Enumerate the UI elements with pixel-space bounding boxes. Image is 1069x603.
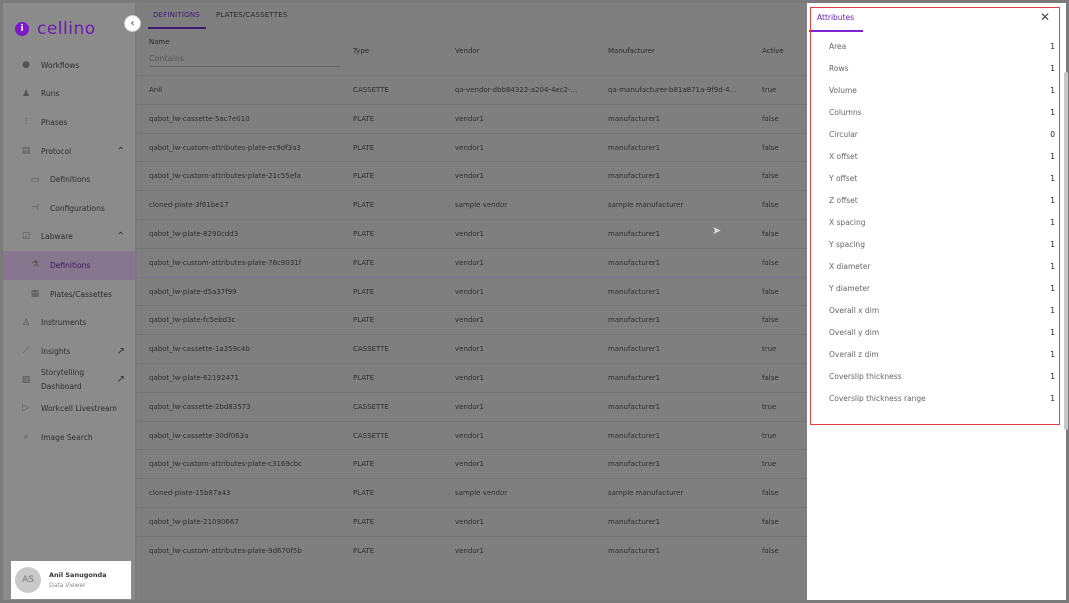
attribute-row <box>829 262 1055 271</box>
person-icon: ♟ <box>21 88 31 99</box>
cell-active: true <box>762 460 777 469</box>
cell-vendor: sample vendor <box>455 201 508 210</box>
cell-active: false <box>762 373 779 382</box>
cell-type: CASSETTE <box>353 345 389 354</box>
attributes-panel <box>807 3 1066 600</box>
cell-vendor: vendor1 <box>455 460 484 469</box>
table-row[interactable] <box>137 478 807 507</box>
attribute-row <box>829 108 1055 117</box>
external-link-icon[interactable]: ↗ <box>116 345 125 357</box>
cell-manufacturer: manufacturer1 <box>608 402 661 411</box>
sidebar-item-label: Image Search <box>41 432 93 442</box>
close-icon[interactable]: ✕ <box>1040 10 1051 24</box>
sidebar-item-labware-definitions[interactable] <box>3 251 135 280</box>
cell-active: false <box>762 229 779 238</box>
table-row[interactable] <box>137 75 807 104</box>
table-header <box>137 31 807 75</box>
checkbox-icon: ☑ <box>21 231 31 242</box>
cell-name: Anil <box>149 86 163 94</box>
cell-active: false <box>762 172 779 181</box>
cell-vendor: vendor1 <box>455 229 484 238</box>
cell-type: PLATE <box>353 373 375 382</box>
cellino-logo-icon: i <box>15 22 29 36</box>
attribute-row <box>829 130 1055 139</box>
cell-vendor: qa-vendor-dbb84322-a204-4ec2-... <box>455 86 578 94</box>
name-filter-input[interactable]: Contains <box>149 51 340 67</box>
panel-title[interactable]: Attributes <box>817 13 855 22</box>
table-row[interactable] <box>137 190 807 219</box>
cell-name: qabot_lw-plate-8290cdd3 <box>149 229 239 238</box>
cell-vendor: vendor1 <box>455 517 484 526</box>
cell-manufacturer: manufacturer1 <box>608 287 661 296</box>
cell-name: qabot_lw-plate-fc5ebd3c <box>149 316 236 325</box>
cell-name: qabot_lw-custom-attributes-plate-21c55efa <box>149 172 301 181</box>
search-icon: ⌕ <box>23 432 29 443</box>
cell-type: PLATE <box>353 143 375 152</box>
cell-active: false <box>762 489 779 498</box>
cell-type: CASSETTE <box>353 431 389 440</box>
definitions-table <box>137 31 807 565</box>
column-header-manufacturer[interactable]: Manufacturer <box>608 47 655 55</box>
attribute-label: Overall y dim <box>829 328 880 337</box>
table-row[interactable] <box>137 334 807 363</box>
attribute-value: 1 <box>1050 372 1055 381</box>
table-row[interactable] <box>137 536 807 565</box>
attribute-value: 1 <box>1050 196 1055 205</box>
attribute-label: Coverslip thickness <box>829 372 902 381</box>
cell-vendor: vendor1 <box>455 402 484 411</box>
cell-vendor: vendor1 <box>455 258 484 267</box>
attribute-value: 1 <box>1050 218 1055 227</box>
table-row[interactable] <box>137 161 807 190</box>
cell-manufacturer: manufacturer1 <box>608 229 661 238</box>
cell-name: qabot_lw-custom-attributes-plate-ec9df3a3 <box>149 143 301 152</box>
cell-active: false <box>762 287 779 296</box>
cell-type: PLATE <box>353 114 375 123</box>
table-row[interactable] <box>137 363 807 392</box>
attribute-label: Rows <box>829 64 849 73</box>
main-content <box>137 3 807 600</box>
attribute-row <box>829 86 1055 95</box>
attribute-row <box>829 152 1055 161</box>
sidebar-item-label: Workflows <box>41 60 80 70</box>
attribute-value: 1 <box>1050 350 1055 359</box>
attribute-value: 1 <box>1050 174 1055 183</box>
sidebar-item-instruments[interactable] <box>3 308 135 337</box>
cell-manufacturer: manufacturer1 <box>608 114 661 123</box>
cell-vendor: vendor1 <box>455 431 484 440</box>
sidebar-item-storytelling-dashboard[interactable] <box>3 366 135 395</box>
flask-icon: ⚗ <box>30 260 40 271</box>
cell-active: false <box>762 143 779 152</box>
cell-manufacturer: manufacturer1 <box>608 345 661 354</box>
attribute-row <box>829 394 1055 403</box>
sidebar-item-label: Labware <box>41 232 73 242</box>
sidebar-item-workflows[interactable] <box>3 51 135 80</box>
chart-icon: ⟋ <box>22 346 30 357</box>
attribute-label: Overall z dim <box>829 350 879 359</box>
table-row[interactable] <box>137 219 807 248</box>
table-row[interactable] <box>137 133 807 162</box>
table-body <box>137 75 807 565</box>
cell-name: qabot_lw-plate-d5a37f99 <box>149 287 237 296</box>
table-row[interactable] <box>137 305 807 334</box>
instrument-icon: ♙ <box>21 317 31 328</box>
connector-icon: ⊣ <box>31 203 39 214</box>
attribute-label: Circular <box>829 130 858 139</box>
cell-name: qabot_lw-custom-attributes-plate-9d670f5b <box>149 546 302 555</box>
cell-name: cloned-plate-15b87a43 <box>149 489 231 498</box>
document-icon: ▤ <box>21 146 31 157</box>
cell-name: cloned-plate-3f61be17 <box>149 201 229 210</box>
sidebar-item-image-search[interactable] <box>3 423 135 452</box>
cell-manufacturer: sample manufacturer <box>608 489 684 498</box>
cell-name: qabot_lw-plate-21090667 <box>149 517 239 526</box>
attribute-label: Overall x dim <box>829 306 880 315</box>
attribute-value: 1 <box>1050 108 1055 117</box>
cell-type: PLATE <box>353 316 375 325</box>
cell-type: CASSETTE <box>353 86 389 94</box>
cell-type: PLATE <box>353 258 375 267</box>
attribute-label: Area <box>829 42 847 51</box>
attribute-row <box>829 196 1055 205</box>
cell-vendor: vendor1 <box>455 114 484 123</box>
attribute-value: 1 <box>1050 394 1055 403</box>
table-row[interactable] <box>137 421 807 450</box>
cell-manufacturer: manufacturer1 <box>608 517 661 526</box>
user-card[interactable] <box>11 561 131 599</box>
cell-name: qabot_lw-custom-attributes-plate-76c9031f <box>149 258 302 267</box>
cell-type: PLATE <box>353 201 375 210</box>
attribute-row <box>829 174 1055 183</box>
attribute-label: Volume <box>829 86 857 95</box>
cell-active: true <box>762 86 777 94</box>
cell-type: PLATE <box>353 489 375 498</box>
cell-manufacturer: manufacturer1 <box>608 431 661 440</box>
sidebar-item-labware[interactable] <box>3 223 135 252</box>
attribute-value: 1 <box>1050 86 1055 95</box>
sidebar-item-label: Definitions <box>50 260 91 270</box>
sidebar <box>3 3 135 600</box>
sidebar-item-runs[interactable] <box>3 80 135 109</box>
table-row[interactable] <box>137 277 807 306</box>
cell-vendor: vendor1 <box>455 373 484 382</box>
attribute-row <box>829 284 1055 293</box>
dots-icon: ⁝ <box>24 117 28 128</box>
sidebar-item-configurations[interactable] <box>3 194 135 223</box>
panel-scrollbar[interactable] <box>1064 72 1068 430</box>
cell-manufacturer: sample manufacturer <box>608 201 684 210</box>
sidebar-item-label: Insights <box>41 346 71 356</box>
sidebar-item-label: Instruments <box>41 318 87 328</box>
cell-name: qabot_lw-plate-62192471 <box>149 373 239 382</box>
sidebar-item-label: Storytelling Dashboard <box>41 367 85 391</box>
attribute-label: Coverslip thickness range <box>829 394 926 403</box>
cell-name: qabot_lw-cassette-1a359c4b <box>149 345 250 354</box>
mouse-cursor-icon: ➤ <box>712 224 722 237</box>
attribute-row <box>829 328 1055 337</box>
cell-vendor: sample vendor <box>455 489 508 498</box>
video-icon: ▷ <box>22 403 30 414</box>
cell-manufacturer: manufacturer1 <box>608 373 661 382</box>
cell-active: true <box>762 345 777 354</box>
sidebar-item-label: Workcell Livestream <box>41 403 117 413</box>
attribute-label: Y diameter <box>829 284 870 293</box>
cell-type: PLATE <box>353 172 375 181</box>
chevron-up-icon[interactable]: ⌃ <box>116 231 125 243</box>
sidebar-item-label: Runs <box>41 89 60 99</box>
user-role: Data Viewer <box>49 582 86 589</box>
external-link-icon[interactable]: ↗ <box>116 374 125 386</box>
table-row[interactable] <box>137 104 807 133</box>
cell-active: false <box>762 114 779 123</box>
attribute-row <box>829 240 1055 249</box>
cell-type: CASSETTE <box>353 402 389 411</box>
cell-name: qabot_lw-cassette-30df063a <box>149 431 249 440</box>
cell-type: PLATE <box>353 546 375 555</box>
tab-definitions[interactable]: DEFINITIONS <box>153 11 200 19</box>
table-row[interactable] <box>137 507 807 536</box>
cell-vendor: vendor1 <box>455 345 484 354</box>
sidebar-item-label: Plates/Cassettes <box>50 289 112 299</box>
attribute-value: 1 <box>1050 42 1055 51</box>
attribute-value: 1 <box>1050 262 1055 271</box>
cell-type: PLATE <box>353 517 375 526</box>
attribute-label: X offset <box>829 152 858 161</box>
cell-manufacturer: manufacturer1 <box>608 546 661 555</box>
attribute-value: 1 <box>1050 328 1055 337</box>
cell-vendor: vendor1 <box>455 287 484 296</box>
sidebar-item-phases[interactable] <box>3 108 135 137</box>
attribute-label: X diameter <box>829 262 871 271</box>
cell-manufacturer: manufacturer1 <box>608 316 661 325</box>
cell-manufacturer: manufacturer1 <box>608 258 661 267</box>
column-header-type[interactable]: Type <box>353 47 370 55</box>
cell-name: qabot_lw-cassette-5ac7e010 <box>149 114 250 123</box>
table-row[interactable] <box>137 248 807 277</box>
grid-icon: ▦ <box>30 289 40 300</box>
cell-name: qabot_lw-custom-attributes-plate-c3169cbc <box>149 460 302 469</box>
attribute-row <box>829 218 1055 227</box>
attribute-row <box>829 306 1055 315</box>
tab-bar <box>137 3 807 29</box>
cell-vendor: vendor1 <box>455 316 484 325</box>
list-icon: ▭ <box>30 174 40 185</box>
attribute-label: Z offset <box>829 196 858 205</box>
cell-name: qabot_lw-cassette-2bd83573 <box>149 402 251 411</box>
attribute-row <box>829 42 1055 51</box>
cell-type: PLATE <box>353 460 375 469</box>
attribute-value: 1 <box>1050 152 1055 161</box>
column-header-name[interactable]: Name <box>149 38 170 46</box>
attribute-value: 0 <box>1050 130 1055 139</box>
cell-manufacturer: manufacturer1 <box>608 143 661 152</box>
active-tab-indicator <box>148 27 206 29</box>
dashboard-icon: ▨ <box>21 374 31 385</box>
panel-tab-indicator <box>809 30 863 32</box>
sidebar-item-protocol-definitions[interactable] <box>3 165 135 194</box>
cell-type: PLATE <box>353 229 375 238</box>
cell-active: true <box>762 402 777 411</box>
attribute-row <box>829 64 1055 73</box>
sidebar-nav <box>3 51 135 451</box>
cell-active: false <box>762 201 779 210</box>
sidebar-item-workcell-livestream[interactable] <box>3 394 135 423</box>
cell-active: false <box>762 258 779 267</box>
sidebar-item-label: Protocol <box>41 146 72 156</box>
attribute-value: 1 <box>1050 64 1055 73</box>
cell-vendor: vendor1 <box>455 172 484 181</box>
collapse-sidebar-button[interactable]: ‹ <box>124 15 141 32</box>
attribute-label: Columns <box>829 108 862 117</box>
sidebar-item-protocol[interactable] <box>3 137 135 166</box>
cell-type: PLATE <box>353 287 375 296</box>
cell-manufacturer: qa-manufacturer-b81a871a-9f9d-4... <box>608 86 737 94</box>
chevron-up-icon[interactable]: ⌃ <box>116 145 125 157</box>
avatar: AS <box>15 567 41 593</box>
table-row[interactable] <box>137 392 807 421</box>
user-name: Anil Sanugonda <box>49 571 107 579</box>
circle-icon: ● <box>22 60 30 71</box>
cell-active: true <box>762 431 777 440</box>
brand-name: cellino <box>37 19 96 39</box>
tab-plates-cassettes[interactable]: PLATES/CASSETTES <box>216 11 288 19</box>
sidebar-item-plates-cassettes[interactable] <box>3 280 135 309</box>
column-header-active[interactable]: Active <box>762 47 784 55</box>
attribute-label: Y offset <box>829 174 858 183</box>
attribute-value: 1 <box>1050 306 1055 315</box>
sidebar-item-label: Phases <box>41 117 68 127</box>
cell-manufacturer: manufacturer1 <box>608 460 661 469</box>
attribute-value: 1 <box>1050 240 1055 249</box>
sidebar-item-label: Definitions <box>50 175 91 185</box>
attribute-label: X spacing <box>829 218 866 227</box>
attribute-label: Y spacing <box>829 240 865 249</box>
table-row[interactable] <box>137 449 807 478</box>
cell-active: false <box>762 517 779 526</box>
cell-active: false <box>762 316 779 325</box>
attribute-row <box>829 372 1055 381</box>
cell-vendor: vendor1 <box>455 143 484 152</box>
attribute-row <box>829 350 1055 359</box>
cell-active: false <box>762 546 779 555</box>
brand-logo[interactable] <box>15 17 96 41</box>
attribute-value: 1 <box>1050 284 1055 293</box>
cell-vendor: vendor1 <box>455 546 484 555</box>
column-header-vendor[interactable]: Vendor <box>455 47 480 55</box>
sidebar-item-label: Configurations <box>50 203 105 213</box>
cell-manufacturer: manufacturer1 <box>608 172 661 181</box>
sidebar-item-insights[interactable] <box>3 337 135 366</box>
